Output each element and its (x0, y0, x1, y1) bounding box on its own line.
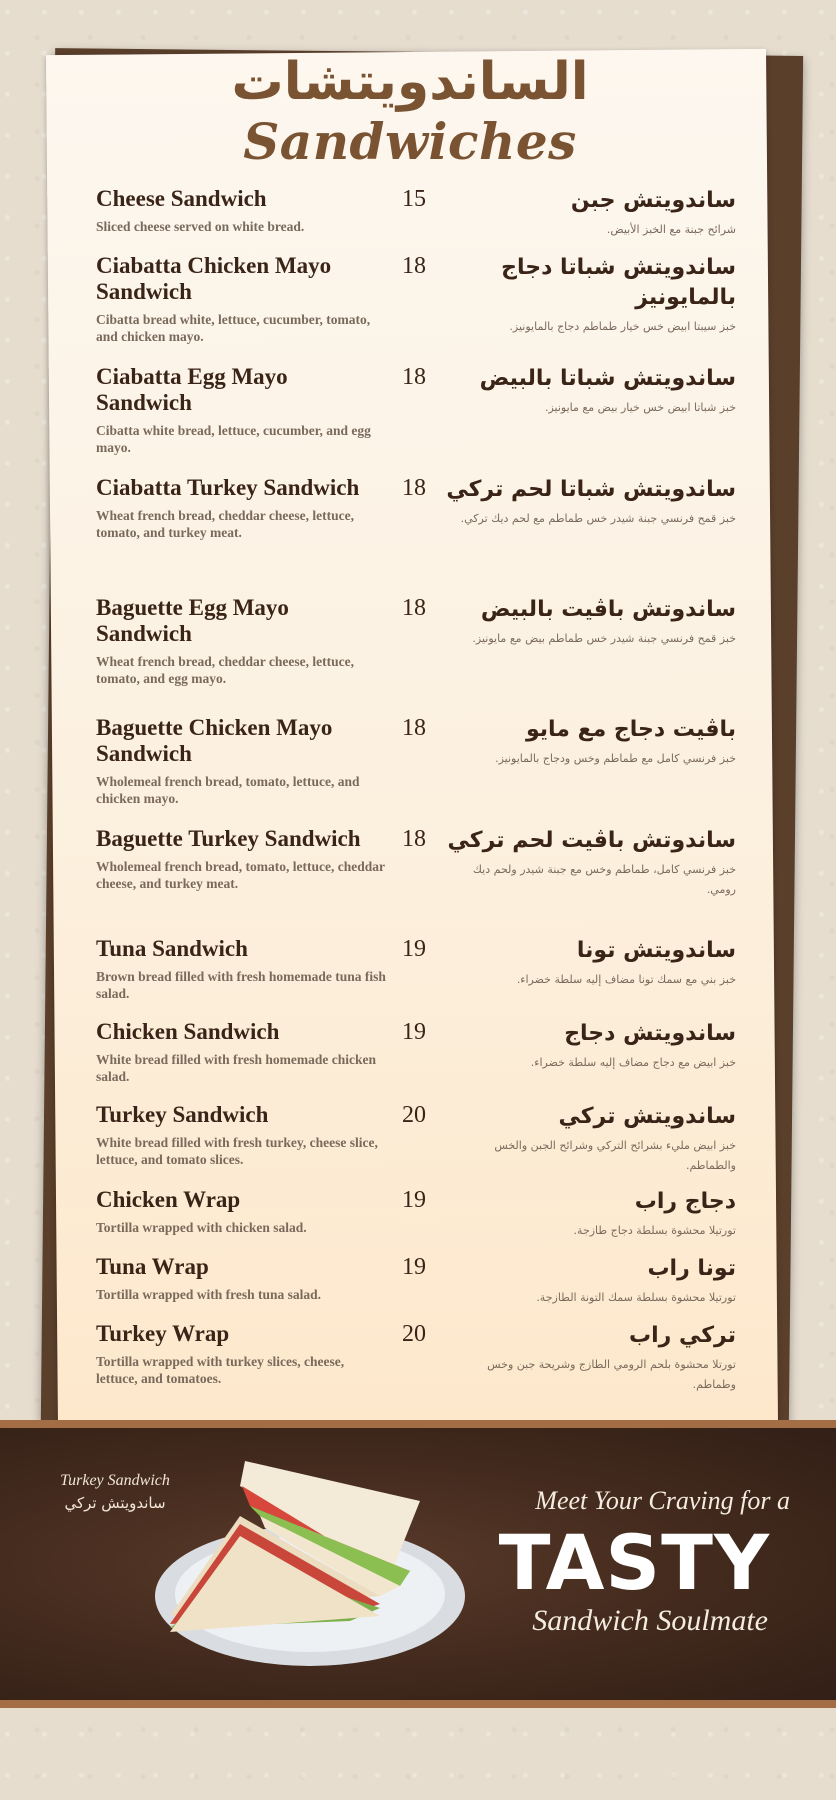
item-desc-ar: شرائح جبنة مع الخبز الأبيض. (606, 223, 736, 236)
item-name-ar: ساندويتش شباتا دجاج بالمايونيز (501, 255, 736, 310)
item-price: 15 (402, 186, 426, 212)
sandwich-photo (150, 1446, 480, 1676)
menu-title-arabic: الساندويتشات (231, 52, 589, 112)
item-name-ar: ساندويتش شباتا بالبيض (479, 366, 736, 391)
item-desc-en: Tortilla wrapped with fresh tuna salad. (96, 1287, 322, 1302)
item-desc-en: Wholemeal french bread, tomato, lettuce, and chicken mayo. (96, 774, 360, 806)
item-price: 18 (402, 595, 426, 621)
item-name-en: Ciabatta Egg Mayo Sandwich (96, 364, 288, 415)
item-desc-ar: تورتلا محشوة بلحم الرومي الطازج وشريحة جبن وخس وطماطم. (487, 1358, 736, 1391)
item-name-en: Tuna Wrap (96, 1254, 209, 1279)
item-name-ar: ساندوتش باڤيت بالبيض (480, 597, 736, 622)
item-desc-ar: خبز فرنسي كامل مع طماطم وخس ودجاج بالمايونيز. (495, 752, 736, 765)
item-price: 19 (402, 936, 426, 962)
item-name-ar: ساندوتش باڤيت لحم تركي (447, 828, 736, 853)
item-price: 18 (402, 253, 426, 279)
item-name-en: Chicken Sandwich (96, 1019, 280, 1044)
item-price: 18 (402, 364, 426, 390)
item-price: 18 (402, 715, 426, 741)
item-name-en: Ciabatta Turkey Sandwich (96, 475, 360, 500)
item-name-ar: ساندويتش جبن (570, 188, 736, 213)
item-desc-en: Cibatta bread white, lettuce, cucumber, tomato, and chicken mayo. (96, 312, 371, 344)
menu-title-english: Sandwiches (243, 112, 577, 171)
item-name-ar: تركي راب (629, 1323, 736, 1348)
item-name-en: Turkey Wrap (96, 1321, 230, 1346)
item-name-en: Cheese Sandwich (96, 186, 267, 211)
item-name-en: Baguette Egg Mayo Sandwich (96, 595, 289, 646)
tagline-line-2: TASTY (498, 1518, 770, 1607)
photo-caption-ar: ساندويتش تركي (64, 1494, 166, 1512)
item-price: 20 (402, 1321, 426, 1347)
item-name-en: Baguette Turkey Sandwich (96, 826, 361, 851)
item-name-ar: دجاج راب (634, 1189, 736, 1214)
item-desc-ar: خبز بني مع سمك تونا مضاف إليه سلطة خضراء. (516, 973, 736, 986)
item-name-ar: ساندويتش شباتا لحم تركي (446, 477, 736, 502)
item-name-ar: ساندويتش تركي (558, 1104, 736, 1129)
item-desc-en: White bread filled with fresh turkey, cheese slice, lettuce, and tomato slices. (96, 1135, 378, 1167)
item-name-ar: باڤيت دجاج مع مايو (525, 717, 736, 742)
tagline-line-3: Sandwich Soulmate (532, 1604, 768, 1637)
tagline-line-1: Meet Your Craving for a (535, 1486, 790, 1515)
item-price: 20 (402, 1102, 426, 1128)
item-desc-en: Tortilla wrapped with chicken salad. (96, 1220, 307, 1235)
item-price: 19 (402, 1187, 426, 1213)
item-desc-ar: خبز فرنسي كامل، طماطم وخس مع جبنة شيدر ولحم ديك رومي. (472, 863, 736, 896)
item-desc-ar: خبز قمح فرنسي جبنة شيدر خس طماطم بيض مع مايونيز. (472, 632, 736, 645)
item-desc-en: Brown bread filled with fresh homemade tuna fish salad. (96, 969, 386, 1001)
item-desc-en: Tortilla wrapped with turkey slices, cheese, lettuce, and tomatoes. (96, 1354, 345, 1386)
item-price: 18 (402, 475, 426, 501)
banner-bottom-stripe (0, 1700, 836, 1708)
item-desc-ar: خبز سيبتا ابيض خس خيار طماطم دجاج بالمايونيز. (509, 320, 736, 333)
item-desc-ar: خبز شباتا ابيض خس خيار بيض مع مايونيز. (544, 401, 736, 414)
item-desc-ar: تورتيلا محشوة بسلطة سمك التونة الطازجة. (536, 1291, 736, 1304)
item-name-en: Tuna Sandwich (96, 936, 248, 961)
item-name-ar: ساندويتش دجاج (564, 1021, 736, 1046)
item-desc-en: Cibatta white bread, lettuce, cucumber, and egg mayo. (96, 423, 371, 455)
photo-caption-en: Turkey Sandwich (60, 1472, 170, 1489)
item-name-en: Ciabatta Chicken Mayo Sandwich (96, 253, 332, 304)
item-name-en: Baguette Chicken Mayo Sandwich (96, 715, 333, 766)
item-name-ar: ساندويتش تونا (576, 938, 736, 963)
item-desc-ar: خبز قمح فرنسي جبنة شيدر خس طماطم مع لحم ديك تركي. (460, 512, 736, 525)
item-desc-en: Wheat french bread, cheddar cheese, lettuce, tomato, and egg mayo. (96, 654, 354, 686)
item-desc-ar: تورتيلا محشوة بسلطة دجاج طازجة. (573, 1224, 736, 1237)
item-desc-en: White bread filled with fresh homemade chicken salad. (96, 1052, 376, 1084)
item-price: 19 (402, 1254, 426, 1280)
item-name-ar: تونا راب (647, 1256, 736, 1281)
item-desc-en: Sliced cheese served on white bread. (96, 219, 305, 234)
item-price: 18 (402, 826, 426, 852)
item-desc-ar: خبز ابيض مع دجاج مضاف إليه سلطة خضراء. (530, 1056, 736, 1069)
item-name-en: Chicken Wrap (96, 1187, 241, 1212)
banner-top-stripe (0, 1420, 836, 1428)
item-desc-en: Wheat french bread, cheddar cheese, lettuce, tomato, and turkey meat. (96, 508, 354, 540)
item-name-en: Turkey Sandwich (96, 1102, 269, 1127)
item-desc-en: Wholemeal french bread, tomato, lettuce, cheddar cheese, and turkey meat. (96, 859, 385, 891)
item-desc-ar: خبز ابيض مليء بشرائح التركي وشرائح الجبن والخس والطماطم. (494, 1139, 736, 1172)
item-price: 19 (402, 1019, 426, 1045)
